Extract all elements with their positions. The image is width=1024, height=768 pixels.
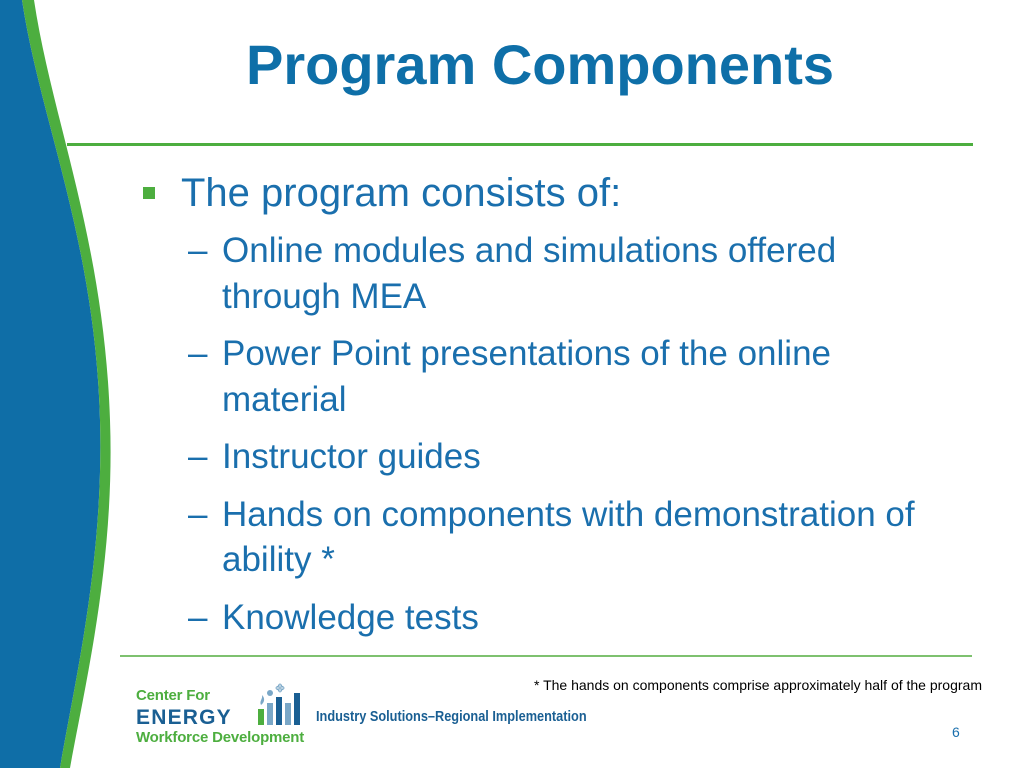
dash-marker: – [188, 494, 208, 534]
footnote: * The hands on components comprise approximately half of the program [534, 677, 982, 693]
tagline: Industry Solutions–Regional Implementation [316, 708, 587, 725]
list-item-text: Online modules and simulations offered through MEA [222, 231, 837, 316]
footer-divider [120, 655, 972, 657]
energy-sectors-icon [256, 683, 306, 727]
list-item-text: Hands on components with demonstration of ability * [222, 494, 915, 579]
list-item [188, 228, 940, 319]
list-item-text: Instructor guides [222, 437, 481, 476]
slide-content [140, 170, 940, 652]
title-divider [67, 143, 973, 146]
list-item [188, 595, 940, 641]
sub-bullet-list [140, 228, 940, 640]
dash-marker: – [188, 231, 208, 270]
main-bullet-text: The program consists of: [181, 171, 622, 215]
dash-marker: – [188, 597, 208, 637]
list-item [188, 434, 940, 480]
list-item [188, 492, 940, 583]
dash-marker: – [188, 334, 208, 373]
slide-title: Program Components [245, 33, 835, 96]
logo-line-center-for: Center For [136, 687, 210, 704]
list-item-text: Power Point presentations of the online material [222, 334, 831, 419]
logo-line-energy: ENERGY [136, 706, 232, 729]
main-bullet [140, 170, 940, 216]
square-bullet-icon [143, 187, 155, 199]
cew-logo [136, 683, 316, 751]
side-wave-decoration [0, 0, 140, 768]
dash-marker: – [188, 437, 208, 476]
logo-line-workforce: Workforce Development [136, 729, 305, 746]
list-item [188, 331, 940, 422]
list-item-text: Knowledge tests [222, 597, 479, 637]
page-number: 6 [952, 724, 960, 740]
